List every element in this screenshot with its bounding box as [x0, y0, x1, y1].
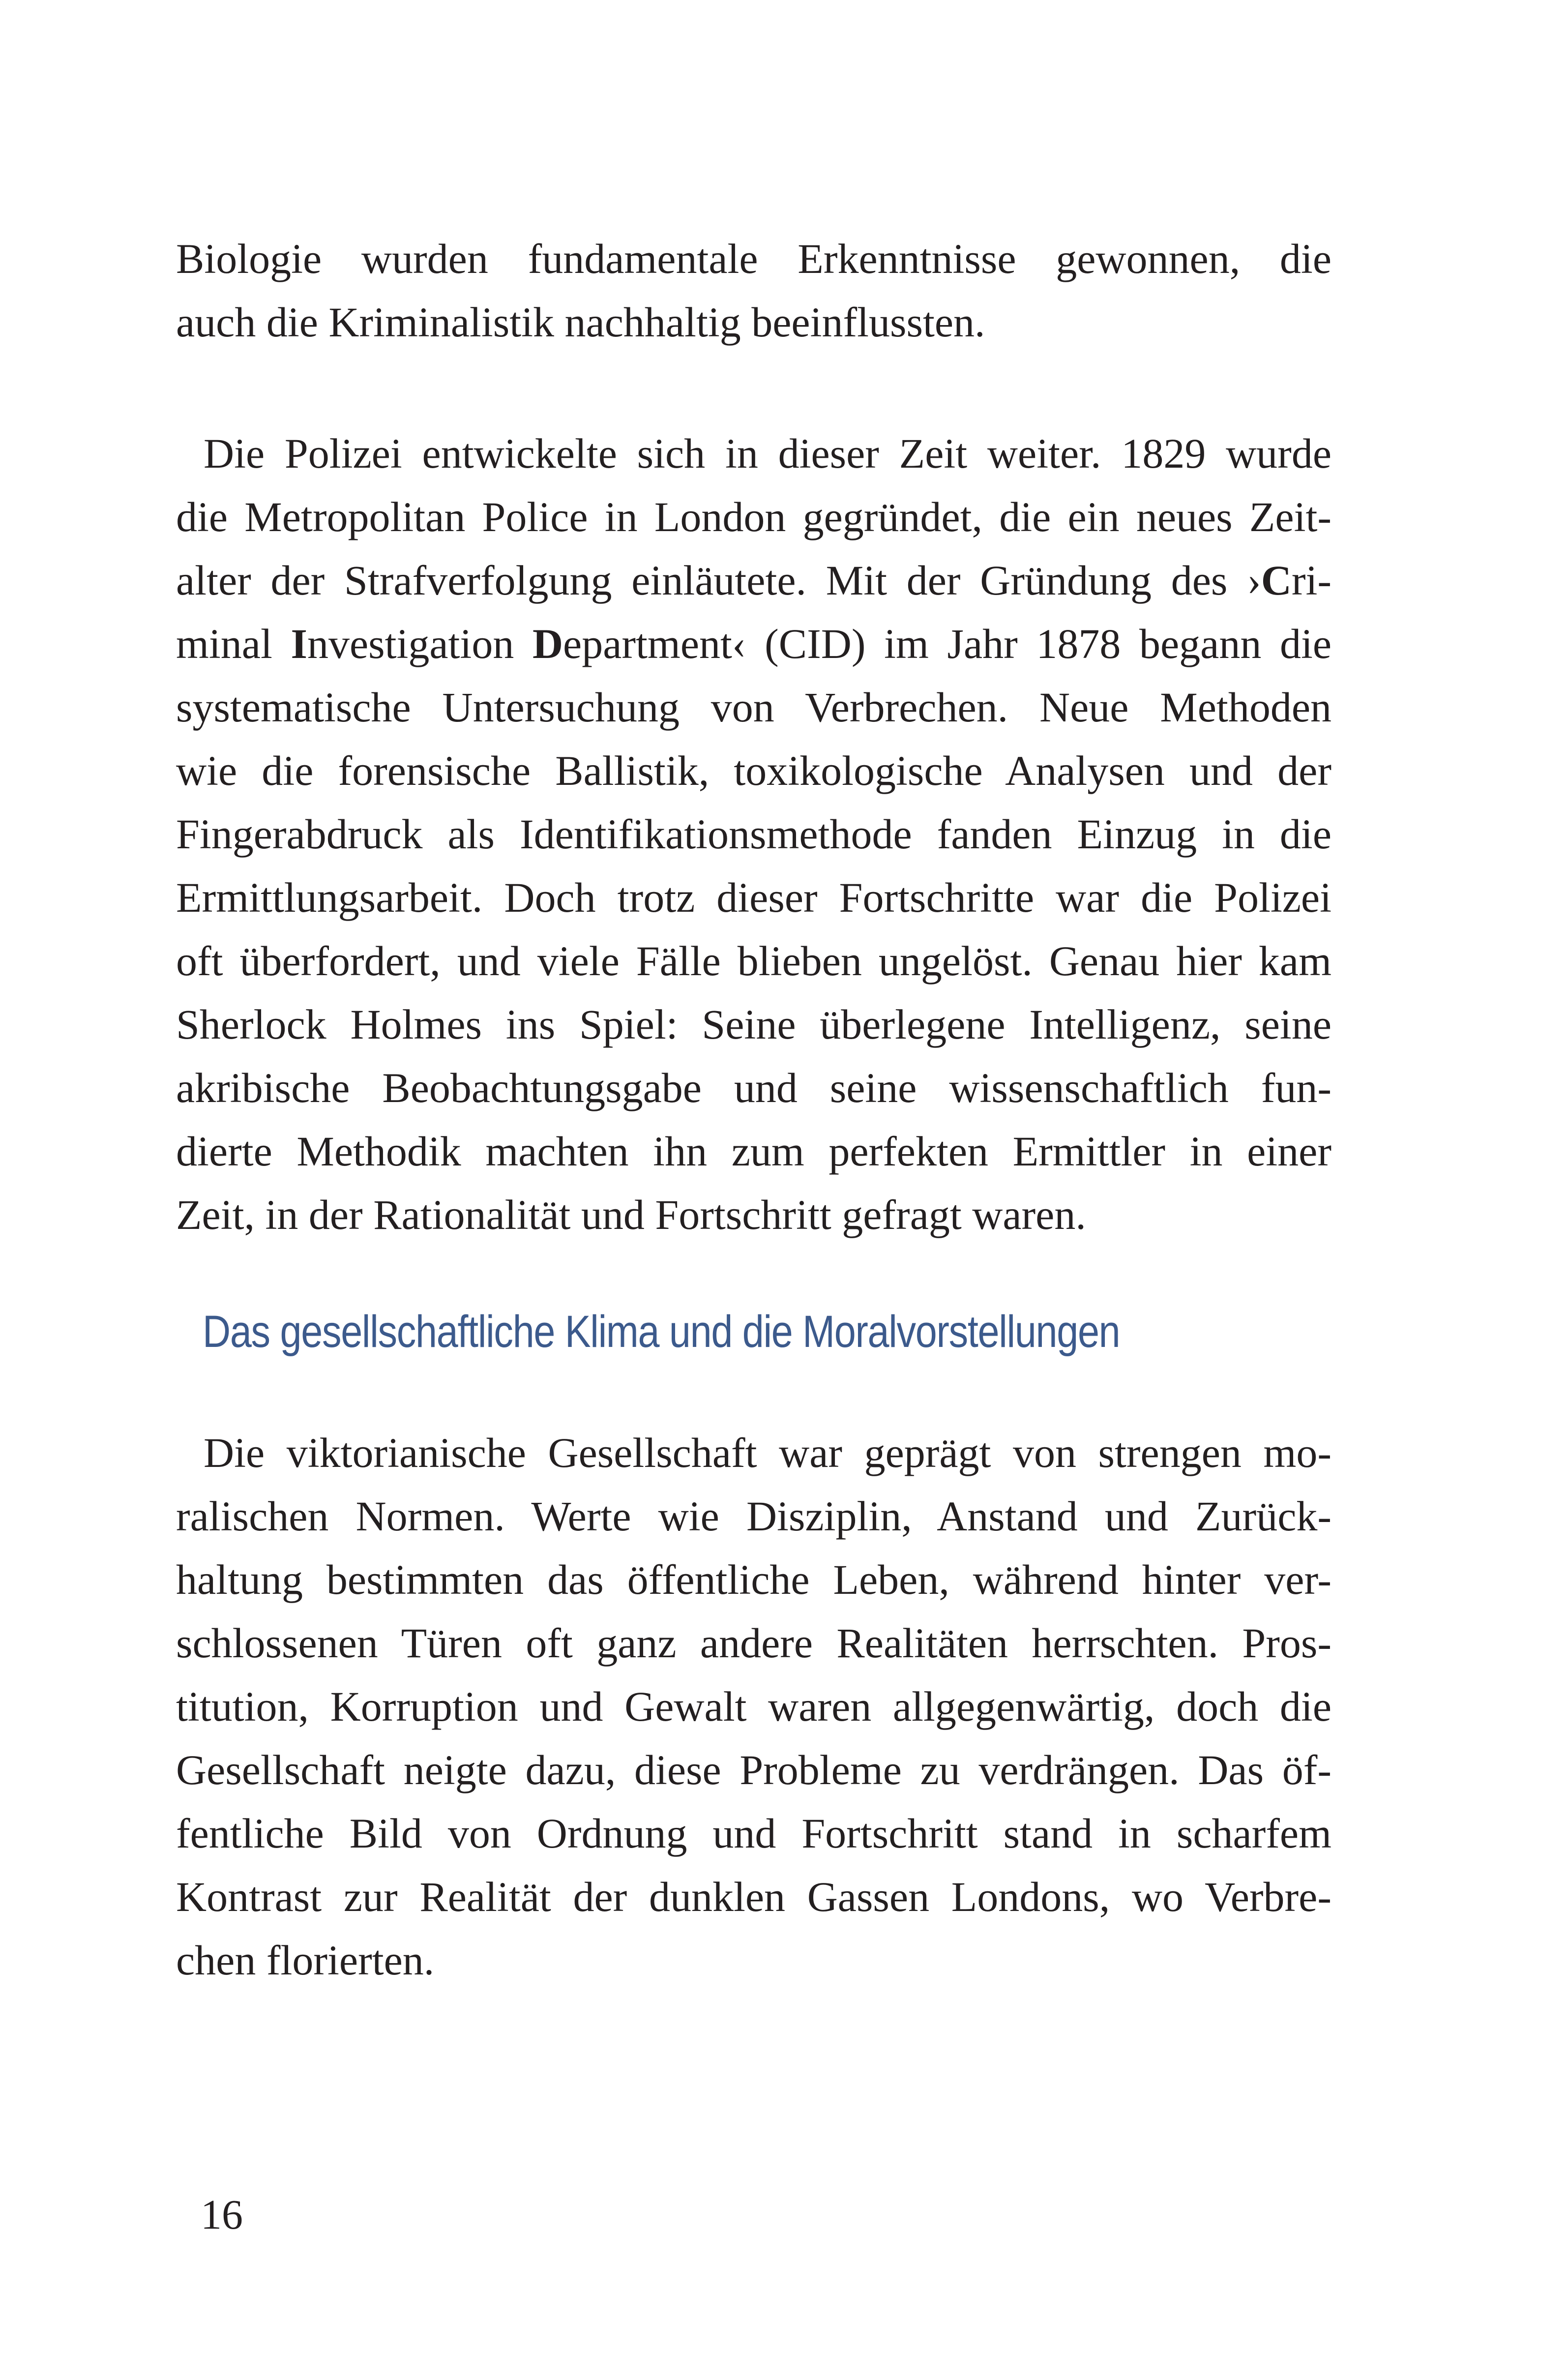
text-line: Zeit, in der Rationalität und Fortschritt gefragt waren. [176, 1191, 1086, 1238]
bold-initial: D [532, 620, 563, 667]
paragraph-continued [176, 227, 1331, 354]
text-line: auch die Kriminalistik nachhaltig beeinflussten. [176, 298, 985, 346]
text-segment: nvestigation [307, 620, 533, 667]
text-line: Kontrast zur Realität der dunklen Gassen Londons, wo Verbre- [176, 1873, 1331, 1920]
text-line: Gesellschaft neigte dazu, diese Probleme zu verdrängen. Das öf- [176, 1746, 1331, 1793]
paragraph-society [176, 1421, 1331, 1992]
text-line: chen florierten. [176, 1937, 435, 1984]
section-heading: Das gesellschaftliche Klima und die Moralvorstellungen [203, 1307, 1120, 1357]
text-line: die Metropolitan Police in London gegründet, die ein neues Zeit- [176, 493, 1331, 540]
text-line: Ermittlungsarbeit. Doch trotz dieser Fortschritte war die Polizei [176, 874, 1331, 921]
text-line: Sherlock Holmes ins Spiel: Seine überlegene Intelligenz, seine [176, 1001, 1331, 1048]
text-line: haltung bestimmten das öffentliche Leben, während hinter ver- [176, 1556, 1331, 1603]
page-number: 16 [201, 2191, 243, 2238]
text-line: wie die forensische Ballistik, toxikologische Analysen und der [176, 747, 1331, 794]
text-line: akribische Beobachtungsgabe und seine wissenschaftlich fun- [176, 1064, 1331, 1111]
text-line: Biologie wurden fundamentale Erkenntnisse gewonnen, die [176, 235, 1331, 282]
hyphen-fragment: ri- [1291, 557, 1331, 604]
text-segment: minal [176, 620, 291, 667]
text-line [176, 612, 1331, 676]
text-line [176, 549, 1331, 612]
text-line: Fingerabdruck als Identifikationsmethode fanden Einzug in die [176, 810, 1331, 858]
bold-initial: I [291, 620, 307, 667]
text-line: Die viktorianische Gesellschaft war geprägt von strengen mo- [204, 1429, 1331, 1476]
text-line: oft überfordert, und viele Fälle blieben ungelöst. Genau hier kam [176, 937, 1331, 985]
paragraph-police [176, 422, 1331, 1247]
text-segment: alter der Strafverfolgung einläutete. Mit der Gründung des › [176, 557, 1261, 604]
text-line: ralischen Normen. Werte wie Disziplin, Anstand und Zurück- [176, 1492, 1331, 1540]
text-line: dierte Methodik machten ihn zum perfekten Ermittler in einer [176, 1128, 1331, 1175]
text-line: systematische Untersuchung von Verbrechen. Neue Methoden [176, 684, 1331, 731]
text-line: titution, Korruption und Gewalt waren allgegenwärtig, doch die [176, 1683, 1331, 1730]
text-line: Die Polizei entwickelte sich in dieser Zeit weiter. 1829 wurde [204, 430, 1331, 477]
text-segment: epartment‹ (CID) im Jahr 1878 begann die [563, 620, 1332, 667]
text-line: fentliche Bild von Ordnung und Fortschritt stand in scharfem [176, 1810, 1331, 1857]
bold-initial: C [1261, 557, 1292, 604]
text-line: schlossenen Türen oft ganz andere Realitäten herrschten. Pros- [176, 1619, 1331, 1667]
